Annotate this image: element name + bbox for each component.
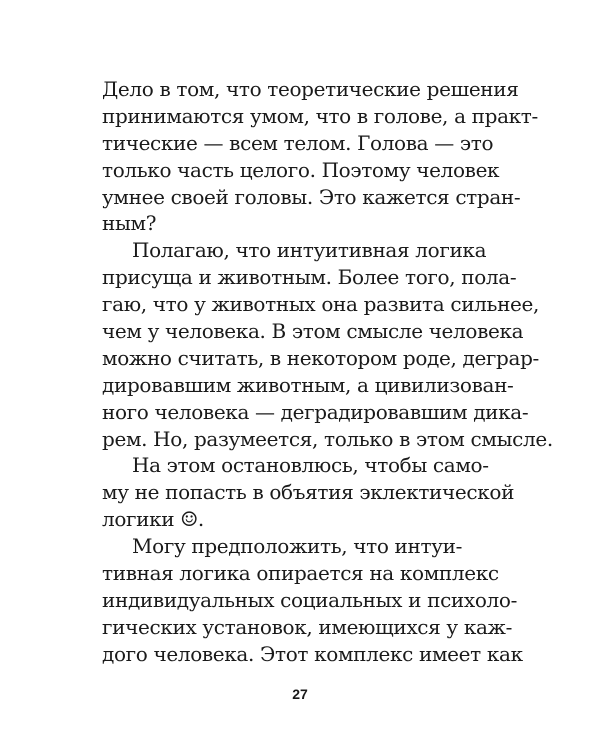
text-line: тические — всем телом. Голова — это bbox=[102, 130, 494, 155]
text-line: только часть целого. Поэтому человек bbox=[102, 157, 500, 182]
text-line: тивная логика опирается на комплекс bbox=[102, 561, 499, 586]
text-line: индивидуальных социальных и психоло- bbox=[102, 587, 517, 612]
text-line: логики ☺. bbox=[102, 507, 204, 532]
text-line: му не попасть в объятия эклектической bbox=[102, 480, 515, 505]
paragraph-3 bbox=[102, 452, 522, 533]
page-number: 27 bbox=[292, 686, 308, 702]
paragraph-1 bbox=[102, 76, 538, 237]
paragraph-2 bbox=[102, 237, 553, 452]
text-line: ным? bbox=[102, 211, 157, 236]
text-line: На этом остановлюсь, чтобы само- bbox=[132, 453, 489, 478]
text-line: Могу предположить, что интуи- bbox=[132, 534, 463, 559]
text-line: гаю, что у животных она развита сильнее, bbox=[102, 292, 540, 317]
text-line: принимаются умом, что в голове, а практ- bbox=[102, 103, 538, 128]
text-line: дого человека. Этот комплекс имеет как bbox=[102, 641, 523, 666]
paragraph-4 bbox=[102, 533, 522, 667]
text-line: гических установок, имеющихся у каж- bbox=[102, 614, 512, 639]
body-text bbox=[102, 76, 553, 668]
text-line: ного человека — деградировавшим дика- bbox=[102, 399, 529, 424]
text-line: Дело в том, что теоретические решения bbox=[102, 77, 519, 101]
text-line: можно считать, в некотором роде, деграр- bbox=[102, 345, 539, 370]
text-line: умнее своей головы. Это кажется стран- bbox=[102, 184, 521, 209]
text-line: рем. Но, разумеется, только в этом смысле. bbox=[102, 426, 553, 451]
text-line: Полагаю, что интуитивная логика bbox=[132, 238, 487, 263]
text-line: дировавшим животным, а цивилизован- bbox=[102, 372, 514, 397]
text-line: чем у человека. В этом смысле человека bbox=[102, 319, 524, 344]
text-line: присуща и животным. Более того, пола- bbox=[102, 265, 517, 290]
